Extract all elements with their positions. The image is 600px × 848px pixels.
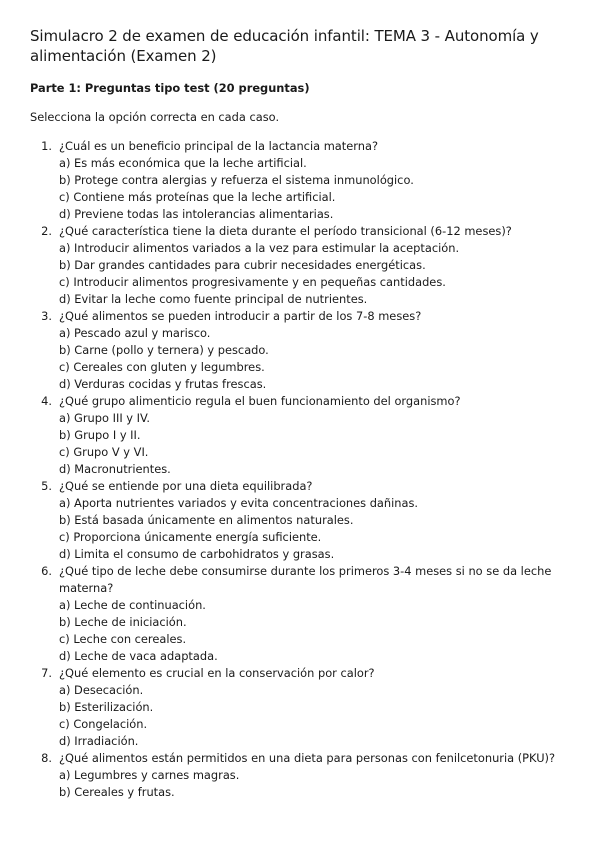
question-item: [30, 563, 570, 665]
question-body: [55, 138, 570, 223]
question-body: [55, 665, 570, 750]
question-body: [55, 478, 570, 563]
question-text: ¿Qué característica tiene la dieta durante el período transicional (6-12 meses)?: [59, 224, 512, 238]
answer-option[interactable]: c) Leche con cereales.: [59, 632, 187, 646]
answer-option[interactable]: b) Leche de iniciación.: [59, 615, 187, 629]
answer-option[interactable]: b) Dar grandes cantidades para cubrir necesidades energéticas.: [59, 258, 426, 272]
question-item: [30, 750, 570, 801]
answer-option[interactable]: c) Proporciona únicamente energía suficiente.: [59, 530, 322, 544]
answer-option[interactable]: b) Esterilización.: [59, 700, 154, 714]
answer-option[interactable]: a) Es más económica que la leche artificial.: [59, 156, 307, 170]
answer-option[interactable]: d) Evitar la leche como fuente principal de nutrientes.: [59, 292, 368, 306]
question-body: [55, 223, 570, 308]
question-number: 2.: [41, 224, 52, 238]
document-title: Simulacro 2 de examen de educación infantil: TEMA 3 - Autonomía y alimentación (Examen 2): [30, 27, 539, 65]
question-text: ¿Cuál es un beneficio principal de la lactancia materna?: [59, 139, 378, 153]
question-item: [30, 665, 570, 750]
question-body: [55, 308, 570, 393]
answer-option[interactable]: b) Carne (pollo y ternera) y pescado.: [59, 343, 269, 357]
answer-option[interactable]: c) Grupo V y VI.: [59, 445, 149, 459]
answer-option[interactable]: a) Aporta nutrientes variados y evita concentraciones dañinas.: [59, 496, 419, 510]
answer-option[interactable]: a) Grupo III y IV.: [59, 411, 150, 425]
question-number: 5.: [41, 479, 52, 493]
question-text: ¿Qué se entiende por una dieta equilibrada?: [59, 479, 313, 493]
question-body: [55, 563, 570, 665]
question-item: [30, 138, 570, 223]
answer-option[interactable]: d) Verduras cocidas y frutas frescas.: [59, 377, 267, 391]
answer-option[interactable]: a) Desecación.: [59, 683, 144, 697]
question-list: [30, 138, 570, 801]
question-body: [55, 750, 570, 801]
question-item: [30, 393, 570, 478]
part-heading: Parte 1: Preguntas tipo test (20 preguntas): [30, 81, 310, 95]
answer-option[interactable]: b) Grupo I y II.: [59, 428, 141, 442]
answer-option[interactable]: b) Protege contra alergias y refuerza el sistema inmunológico.: [59, 173, 414, 187]
question-body: [55, 393, 570, 478]
question-item: [30, 308, 570, 393]
answer-option[interactable]: c) Cereales con gluten y legumbres.: [59, 360, 265, 374]
answer-option[interactable]: c) Introducir alimentos progresivamente y en pequeñas cantidades.: [59, 275, 446, 289]
answer-option[interactable]: b) Cereales y frutas.: [59, 785, 175, 799]
instructions: Selecciona la opción correcta en cada caso.: [30, 110, 280, 124]
question-number: 8.: [41, 751, 52, 765]
answer-option[interactable]: a) Legumbres y carnes magras.: [59, 768, 240, 782]
answer-option[interactable]: d) Irradiación.: [59, 734, 139, 748]
question-number: 3.: [41, 309, 52, 323]
answer-option[interactable]: a) Pescado azul y marisco.: [59, 326, 211, 340]
question-item: [30, 223, 570, 308]
question-text: ¿Qué grupo alimenticio regula el buen funcionamiento del organismo?: [59, 394, 461, 408]
answer-option[interactable]: c) Congelación.: [59, 717, 148, 731]
answer-option[interactable]: d) Leche de vaca adaptada.: [59, 649, 218, 663]
answer-option[interactable]: a) Leche de continuación.: [59, 598, 206, 612]
answer-option[interactable]: c) Contiene más proteínas que la leche artificial.: [59, 190, 336, 204]
question-text: ¿Qué alimentos se pueden introducir a partir de los 7-8 meses?: [59, 309, 422, 323]
question-number: 4.: [41, 394, 52, 408]
answer-option[interactable]: a) Introducir alimentos variados a la vez para estimular la aceptación.: [59, 241, 460, 255]
answer-option[interactable]: d) Previene todas las intolerancias alimentarias.: [59, 207, 334, 221]
question-item: [30, 478, 570, 563]
question-text: ¿Qué tipo de leche debe consumirse durante los primeros 3-4 meses si no se da leche materna?: [59, 564, 552, 595]
question-number: 7.: [41, 666, 52, 680]
question-text: ¿Qué alimentos están permitidos en una dieta para personas con fenilcetonuria (PKU)?: [59, 751, 556, 765]
question-text: ¿Qué elemento es crucial en la conservación por calor?: [59, 666, 375, 680]
answer-option[interactable]: d) Macronutrientes.: [59, 462, 171, 476]
answer-option[interactable]: d) Limita el consumo de carbohidratos y grasas.: [59, 547, 335, 561]
question-number: 1.: [41, 139, 52, 153]
question-number: 6.: [41, 564, 52, 578]
answer-option[interactable]: b) Está basada únicamente en alimentos naturales.: [59, 513, 354, 527]
